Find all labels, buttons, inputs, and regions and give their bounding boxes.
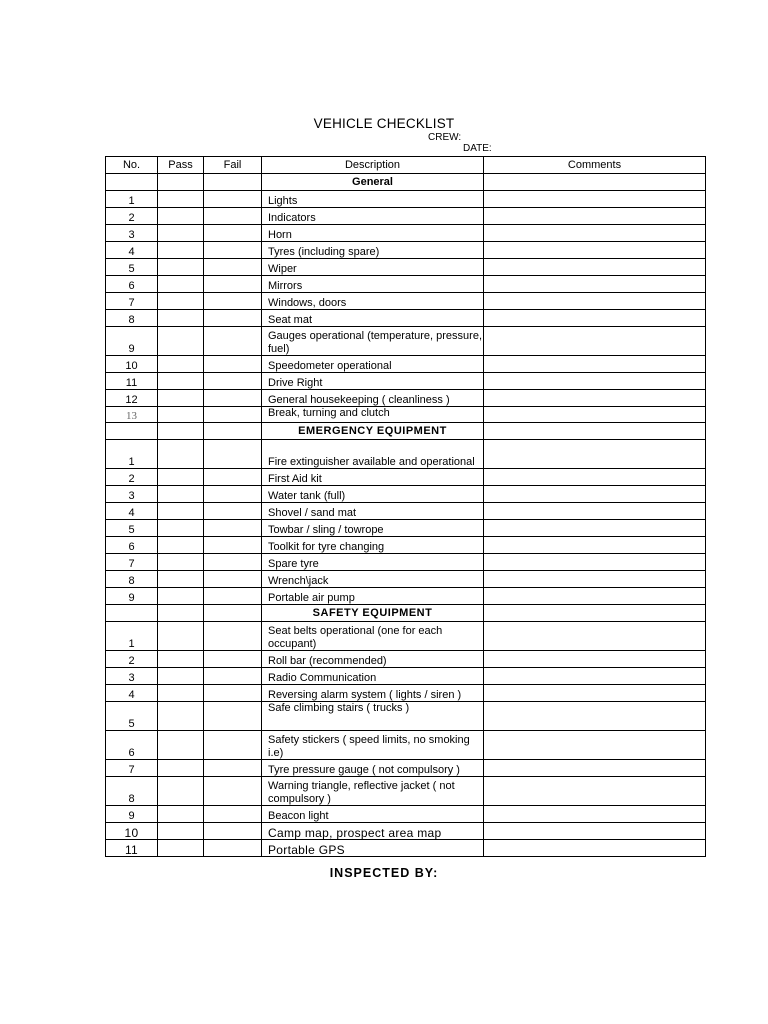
item-description: Seat belts operational (one for each occupant) bbox=[262, 622, 484, 651]
item-no: 11 bbox=[106, 840, 158, 857]
item-description: Wrench\jack bbox=[262, 571, 484, 588]
fail-cell[interactable] bbox=[204, 777, 262, 806]
item-description: Toolkit for tyre changing bbox=[262, 537, 484, 554]
comments-cell[interactable] bbox=[484, 208, 706, 225]
item-description: Wiper bbox=[262, 259, 484, 276]
fail-cell[interactable] bbox=[204, 356, 262, 373]
comments-cell[interactable] bbox=[484, 622, 706, 651]
pass-cell[interactable] bbox=[158, 407, 204, 423]
item-description: Fire extinguisher available and operational bbox=[262, 440, 484, 469]
item-description: Gauges operational (temperature, pressure, fuel) bbox=[262, 327, 484, 356]
fail-cell[interactable] bbox=[204, 668, 262, 685]
comments-cell[interactable] bbox=[484, 840, 706, 857]
comments-cell[interactable] bbox=[484, 276, 706, 293]
fail-cell[interactable] bbox=[204, 685, 262, 702]
pass-cell[interactable] bbox=[158, 537, 204, 554]
header-fail: Fail bbox=[204, 157, 262, 174]
item-description: Towbar / sling / towrope bbox=[262, 520, 484, 537]
item-no: 3 bbox=[106, 225, 158, 242]
comments-cell[interactable] bbox=[484, 554, 706, 571]
item-description: General housekeeping ( cleanliness ) bbox=[262, 390, 484, 407]
comments-cell[interactable] bbox=[484, 760, 706, 777]
comments-cell[interactable] bbox=[484, 823, 706, 840]
comments-cell[interactable] bbox=[484, 390, 706, 407]
fail-cell[interactable] bbox=[204, 702, 262, 731]
pass-cell[interactable] bbox=[158, 823, 204, 840]
item-description: Seat mat bbox=[262, 310, 484, 327]
fail-cell[interactable] bbox=[204, 840, 262, 857]
item-no: 10 bbox=[106, 823, 158, 840]
date-label: DATE: bbox=[463, 143, 492, 154]
fail-cell[interactable] bbox=[204, 554, 262, 571]
item-no: 8 bbox=[106, 777, 158, 806]
pass-cell[interactable] bbox=[158, 702, 204, 731]
comments-cell[interactable] bbox=[484, 356, 706, 373]
item-no: 2 bbox=[106, 469, 158, 486]
pass-cell[interactable] bbox=[158, 760, 204, 777]
item-no: 8 bbox=[106, 571, 158, 588]
section-title-general: General bbox=[262, 174, 484, 191]
item-no: 11 bbox=[106, 373, 158, 390]
fail-cell[interactable] bbox=[204, 276, 262, 293]
pass-cell[interactable] bbox=[158, 373, 204, 390]
pass-cell[interactable] bbox=[158, 503, 204, 520]
pass-cell[interactable] bbox=[158, 806, 204, 823]
fail-cell[interactable] bbox=[204, 242, 262, 259]
pass-cell[interactable] bbox=[158, 293, 204, 310]
item-description: Warning triangle, reflective jacket ( not compulsory ) bbox=[262, 777, 484, 806]
fail-cell[interactable] bbox=[204, 571, 262, 588]
pass-cell[interactable] bbox=[158, 731, 204, 760]
pass-cell[interactable] bbox=[158, 668, 204, 685]
header-pass: Pass bbox=[158, 157, 204, 174]
fail-cell[interactable] bbox=[204, 651, 262, 668]
item-no: 9 bbox=[106, 327, 158, 356]
item-no: 9 bbox=[106, 806, 158, 823]
pass-cell[interactable] bbox=[158, 777, 204, 806]
item-no: 12 bbox=[106, 390, 158, 407]
comments-cell[interactable] bbox=[484, 588, 706, 605]
fail-cell[interactable] bbox=[204, 588, 262, 605]
item-description: Tyre pressure gauge ( not compulsory ) bbox=[262, 760, 484, 777]
comments-cell[interactable] bbox=[484, 259, 706, 276]
comments-cell[interactable] bbox=[484, 503, 706, 520]
fail-cell[interactable] bbox=[204, 208, 262, 225]
pass-cell[interactable] bbox=[158, 259, 204, 276]
fail-cell[interactable] bbox=[204, 731, 262, 760]
item-description: Spare tyre bbox=[262, 554, 484, 571]
pass-cell[interactable] bbox=[158, 685, 204, 702]
comments-cell[interactable] bbox=[484, 327, 706, 356]
fail-cell[interactable] bbox=[204, 293, 262, 310]
pass-cell[interactable] bbox=[158, 588, 204, 605]
pass-cell[interactable] bbox=[158, 651, 204, 668]
comments-cell[interactable] bbox=[484, 293, 706, 310]
item-description: Safety stickers ( speed limits, no smoking i.e) bbox=[262, 731, 484, 760]
pass-cell[interactable] bbox=[158, 310, 204, 327]
comments-cell[interactable] bbox=[484, 407, 706, 423]
header-row bbox=[106, 157, 706, 174]
item-no: 3 bbox=[106, 486, 158, 503]
fail-cell[interactable] bbox=[204, 622, 262, 651]
fail-cell[interactable] bbox=[204, 407, 262, 423]
header-no: No. bbox=[106, 157, 158, 174]
checklist-table bbox=[105, 156, 706, 857]
item-description: Tyres (including spare) bbox=[262, 242, 484, 259]
section-title-emergency: EMERGENCY EQUIPMENT bbox=[262, 423, 484, 440]
comments-cell[interactable] bbox=[484, 668, 706, 685]
pass-cell[interactable] bbox=[158, 276, 204, 293]
comments-cell[interactable] bbox=[484, 310, 706, 327]
item-description: Reversing alarm system ( lights / siren ) bbox=[262, 685, 484, 702]
item-description: Break, turning and clutch bbox=[262, 407, 484, 423]
fail-cell[interactable] bbox=[204, 259, 262, 276]
comments-cell[interactable] bbox=[484, 225, 706, 242]
comments-cell[interactable] bbox=[484, 806, 706, 823]
section-title-safety: SAFETY EQUIPMENT bbox=[262, 605, 484, 622]
fail-cell[interactable] bbox=[204, 503, 262, 520]
item-no: 4 bbox=[106, 685, 158, 702]
item-description: Roll bar (recommended) bbox=[262, 651, 484, 668]
item-no: 6 bbox=[106, 731, 158, 760]
item-description: Water tank (full) bbox=[262, 486, 484, 503]
item-no: 6 bbox=[106, 276, 158, 293]
item-no: 5 bbox=[106, 702, 158, 731]
comments-cell[interactable] bbox=[484, 191, 706, 208]
item-no: 13 bbox=[106, 407, 158, 423]
document-title: VEHICLE CHECKLIST bbox=[313, 116, 455, 131]
item-no: 2 bbox=[106, 208, 158, 225]
pass-cell[interactable] bbox=[158, 390, 204, 407]
pass-cell[interactable] bbox=[158, 327, 204, 356]
item-no: 4 bbox=[106, 503, 158, 520]
comments-cell[interactable] bbox=[484, 537, 706, 554]
header-description: Description bbox=[262, 157, 484, 174]
fail-cell[interactable] bbox=[204, 327, 262, 356]
item-description: Windows, doors bbox=[262, 293, 484, 310]
section-row-general bbox=[106, 174, 706, 191]
pass-cell[interactable] bbox=[158, 469, 204, 486]
item-no: 8 bbox=[106, 310, 158, 327]
comments-cell[interactable] bbox=[484, 685, 706, 702]
fail-cell[interactable] bbox=[204, 440, 262, 469]
pass-cell[interactable] bbox=[158, 554, 204, 571]
fail-cell[interactable] bbox=[204, 390, 262, 407]
comments-cell[interactable] bbox=[484, 486, 706, 503]
section-row-safety bbox=[106, 605, 706, 622]
header-comments: Comments bbox=[484, 157, 706, 174]
item-description: First Aid kit bbox=[262, 469, 484, 486]
item-description: Safe climbing stairs ( trucks ) bbox=[262, 702, 484, 731]
fail-cell[interactable] bbox=[204, 806, 262, 823]
item-no: 4 bbox=[106, 242, 158, 259]
crew-label: CREW: bbox=[428, 132, 462, 143]
pass-cell[interactable] bbox=[158, 356, 204, 373]
item-no: 7 bbox=[106, 760, 158, 777]
fail-cell[interactable] bbox=[204, 486, 262, 503]
comments-cell[interactable] bbox=[484, 373, 706, 390]
item-no: 5 bbox=[106, 520, 158, 537]
comments-cell[interactable] bbox=[484, 242, 706, 259]
comments-cell[interactable] bbox=[484, 702, 706, 731]
item-no: 1 bbox=[106, 191, 158, 208]
item-description: Shovel / sand mat bbox=[262, 503, 484, 520]
item-no: 3 bbox=[106, 668, 158, 685]
item-no: 7 bbox=[106, 293, 158, 310]
item-description: Mirrors bbox=[262, 276, 484, 293]
fail-cell[interactable] bbox=[204, 823, 262, 840]
comments-cell[interactable] bbox=[484, 469, 706, 486]
item-description: Speedometer operational bbox=[262, 356, 484, 373]
item-no: 7 bbox=[106, 554, 158, 571]
pass-cell[interactable] bbox=[158, 440, 204, 469]
fail-cell[interactable] bbox=[204, 469, 262, 486]
inspected-by-label: INSPECTED BY: bbox=[329, 866, 439, 880]
fail-cell[interactable] bbox=[204, 373, 262, 390]
pass-cell[interactable] bbox=[158, 840, 204, 857]
fail-cell[interactable] bbox=[204, 225, 262, 242]
item-no: 5 bbox=[106, 259, 158, 276]
item-description: Beacon light bbox=[262, 806, 484, 823]
pass-cell[interactable] bbox=[158, 242, 204, 259]
item-no: 9 bbox=[106, 588, 158, 605]
fail-cell[interactable] bbox=[204, 537, 262, 554]
section-row-emergency bbox=[106, 423, 706, 440]
item-description: Camp map, prospect area map bbox=[262, 823, 484, 840]
pass-cell[interactable] bbox=[158, 622, 204, 651]
item-description: Portable air pump bbox=[262, 588, 484, 605]
item-description: Indicators bbox=[262, 208, 484, 225]
comments-cell[interactable] bbox=[484, 440, 706, 469]
pass-cell[interactable] bbox=[158, 208, 204, 225]
fail-cell[interactable] bbox=[204, 310, 262, 327]
pass-cell[interactable] bbox=[158, 225, 204, 242]
item-no: 10 bbox=[106, 356, 158, 373]
comments-cell[interactable] bbox=[484, 520, 706, 537]
item-no: 1 bbox=[106, 440, 158, 469]
pass-cell[interactable] bbox=[158, 191, 204, 208]
item-no: 2 bbox=[106, 651, 158, 668]
fail-cell[interactable] bbox=[204, 760, 262, 777]
item-description: Horn bbox=[262, 225, 484, 242]
comments-cell[interactable] bbox=[484, 571, 706, 588]
pass-cell[interactable] bbox=[158, 520, 204, 537]
item-description: Portable GPS bbox=[262, 840, 484, 857]
item-no: 1 bbox=[106, 622, 158, 651]
item-description: Radio Communication bbox=[262, 668, 484, 685]
item-description: Drive Right bbox=[262, 373, 484, 390]
fail-cell[interactable] bbox=[204, 191, 262, 208]
pass-cell[interactable] bbox=[158, 571, 204, 588]
item-no: 6 bbox=[106, 537, 158, 554]
fail-cell[interactable] bbox=[204, 520, 262, 537]
item-description: Lights bbox=[262, 191, 484, 208]
comments-cell[interactable] bbox=[484, 731, 706, 760]
pass-cell[interactable] bbox=[158, 486, 204, 503]
comments-cell[interactable] bbox=[484, 651, 706, 668]
comments-cell[interactable] bbox=[484, 777, 706, 806]
